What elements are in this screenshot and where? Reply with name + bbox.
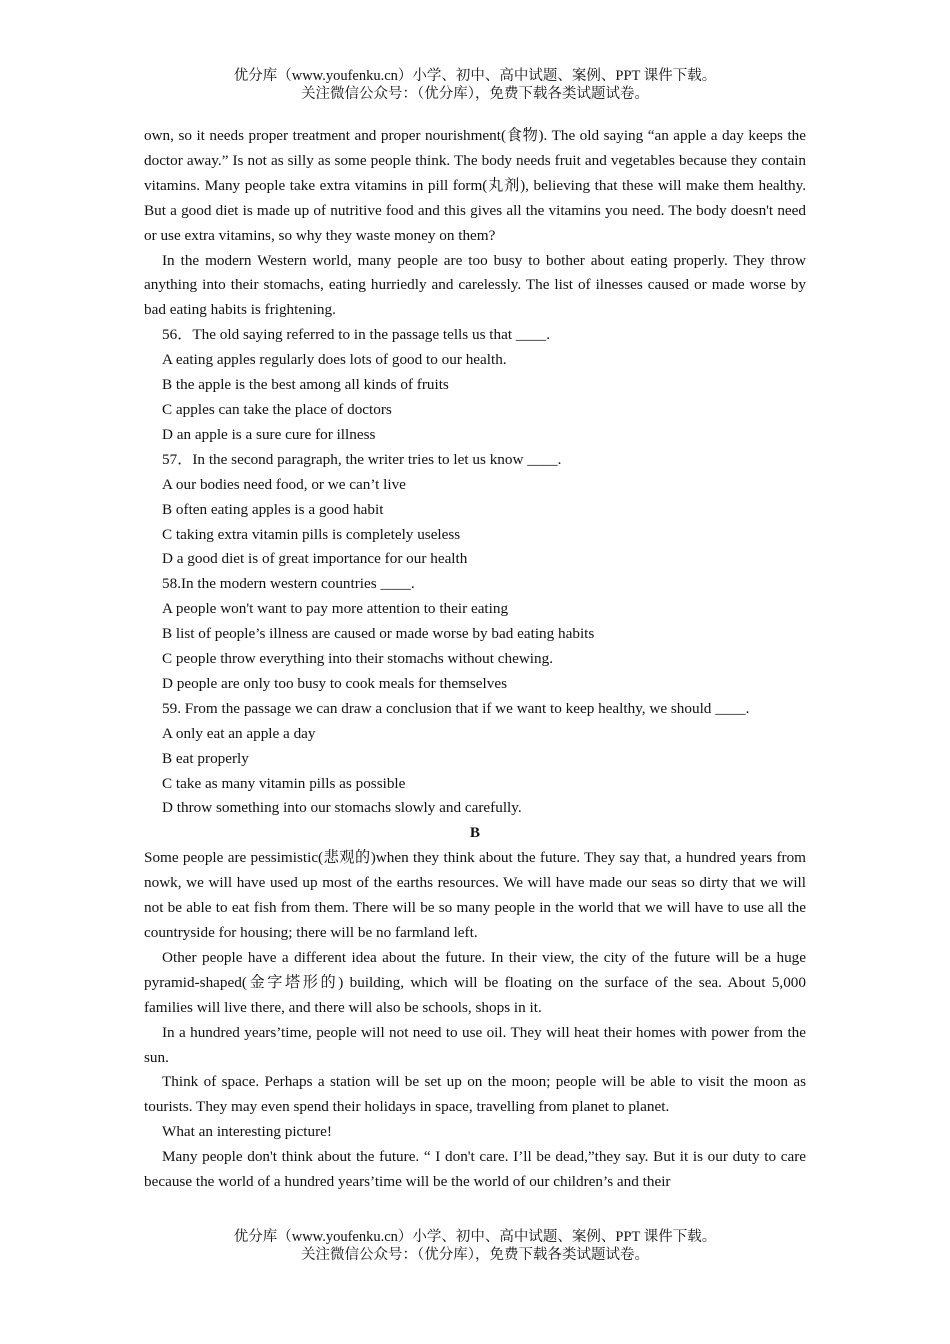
answer-option: C take as many vitamin pills as possible (162, 774, 406, 792)
passage-b-paragraph: In a hundred years’time, people will not need to use oil. They will heat their homes with power from the sun. (144, 1023, 806, 1066)
answer-option: A only eat an apple a day (162, 724, 316, 742)
passage-a-paragraph: In the modern Western world, many people are too busy to bother about eating properly. They throw anything into their stomachs, eating hurriedly and carelessly. The list of ilnesses caused or made worse by bad eating habits is frightening. (144, 251, 806, 319)
question-57 (144, 448, 806, 573)
page-header (0, 67, 950, 103)
answer-option: C taking extra vitamin pills is completely useless (162, 525, 461, 543)
question-stem: 57．In the second paragraph, the writer tries to let us know ____. (162, 450, 562, 468)
passage-b-paragraph: Some people are pessimistic(悲观的)when they think about the future. They say that, a hundred years from nowk, we will have used up most of the earths resources. We will have made our seas so dirty that we will not be able to eat fish from them. There will be so many people in the world that we will have to use all the countryside for housing; there will be no farmland left. (144, 849, 806, 941)
passage-a-paragraph: own, so it needs proper treatment and proper nourishment(食物). The old saying “an apple a day keeps the doctor away.” Is not as silly as some people think. The body needs fruit and vegetables because they contain vitamins. Many people take extra vitamins in pill form(丸剂), believing that these will make them healthy. But a good diet is made up of nutritive food and this gives all the vitamins you need. The body doesn't need or use extra vitamins, so why they waste money on them? (144, 127, 806, 244)
header-line-2: 关注微信公众号：（优分库），免费下载各类试题试卷。 (301, 86, 649, 102)
footer-line-1: 优分库（www.youfenku.cn）小学、初中、高中试题、案例、PPT 课件下载。 (233, 1229, 717, 1245)
document-body (144, 124, 806, 1195)
question-stem: 56．The old saying referred to in the passage tells us that ____. (162, 326, 551, 344)
footer-line-2: 关注微信公众号：（优分库），免费下载各类试题试卷。 (301, 1247, 649, 1263)
question-stem: 59. From the passage we can draw a conclusion that if we want to keep healthy, we should ____. (162, 699, 750, 717)
question-56 (144, 323, 806, 448)
answer-option: C people throw everything into their stomachs without chewing. (162, 650, 554, 668)
passage-b-paragraph: Other people have a different idea about the future. In their view, the city of the future will be a huge pyramid-shaped(金字塔形的) building, which will be floating on the surface of the sea. About 5,000 families will live there, and there will also be schools, shops in it. (144, 948, 806, 1016)
answer-option: D people are only too busy to cook meals for themselves (162, 674, 508, 692)
question-58 (144, 572, 806, 697)
answer-option: C apples can take the place of doctors (162, 400, 392, 418)
answer-option: A our bodies need food, or we can’t live (162, 475, 406, 493)
question-stem: 58.In the modern western countries ____. (162, 575, 415, 593)
answer-option: B eat properly (162, 749, 249, 767)
answer-option: B the apple is the best among all kinds of fruits (162, 376, 449, 394)
question-59 (144, 697, 806, 822)
answer-option: B list of people’s illness are caused or made worse by bad eating habits (162, 625, 595, 643)
answer-option: D a good diet is of great importance for our health (162, 550, 468, 568)
passage-b-paragraph: Many people don't think about the future. “ I don't care. I’ll be dead,”they say. But it is our duty to care because the world of a hundred years’time will be the world of our children’s and their (144, 1148, 806, 1191)
answer-option: A eating apples regularly does lots of good to our health. (162, 351, 507, 369)
section-heading: B (469, 824, 481, 842)
answer-option: A people won't want to pay more attention to their eating (162, 600, 509, 618)
passage-b-paragraph: What an interesting picture! (162, 1123, 332, 1141)
answer-option: B often eating apples is a good habit (162, 500, 384, 518)
page-footer (0, 1228, 950, 1264)
header-line-1: 优分库（www.youfenku.cn）小学、初中、高中试题、案例、PPT 课件下载。 (233, 68, 717, 84)
answer-option: D an apple is a sure cure for illness (162, 425, 376, 443)
passage-b-paragraph: Think of space. Perhaps a station will be set up on the moon; people will be able to visit the moon as tourists. They may even spend their holidays in space, travelling from planet to planet. (144, 1073, 806, 1116)
answer-option: D throw something into our stomachs slowly and carefully. (162, 799, 522, 817)
